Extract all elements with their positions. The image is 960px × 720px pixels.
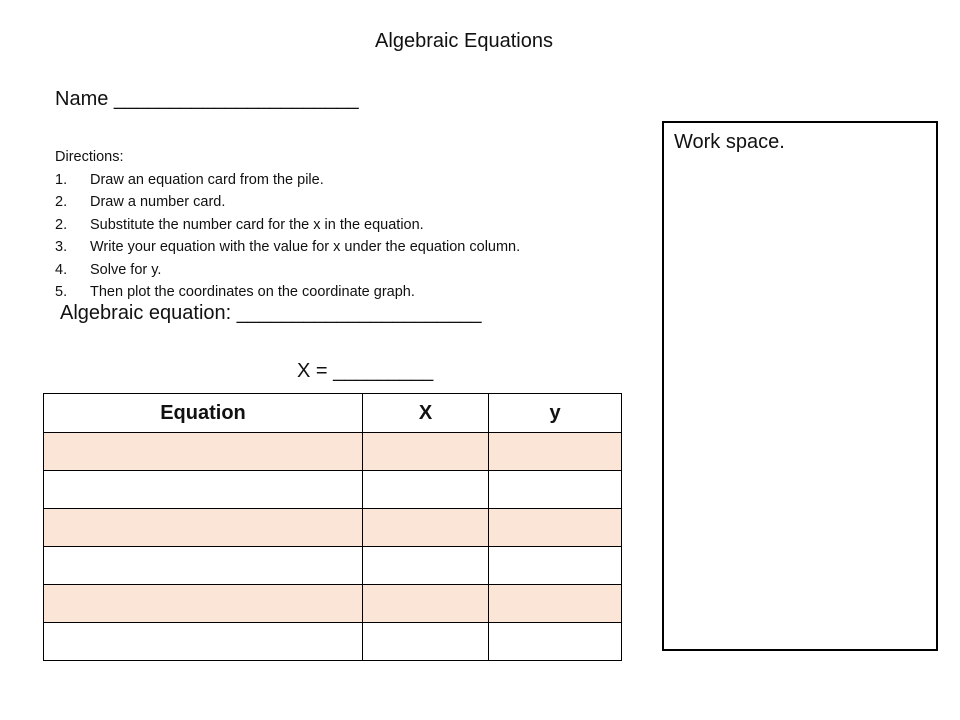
header-x: X: [363, 394, 489, 433]
step-text: Solve for y.: [90, 261, 162, 278]
x-cell[interactable]: [363, 433, 489, 471]
x-cell[interactable]: [363, 623, 489, 661]
step-text: Substitute the number card for the x in the equation.: [90, 216, 424, 233]
step-text: Draw an equation card from the pile.: [90, 171, 324, 188]
y-cell[interactable]: [489, 471, 622, 509]
y-cell[interactable]: [489, 433, 622, 471]
x-value-line: X = _________: [297, 360, 434, 382]
direction-step: [55, 281, 520, 304]
step-text: Then plot the coordinates on the coordinate graph.: [90, 284, 415, 300]
step-text: Draw a number card.: [90, 194, 226, 210]
table-row: [44, 471, 622, 509]
directions: [55, 146, 520, 304]
step-number: 3.: [55, 239, 68, 255]
equation-cell[interactable]: [44, 433, 363, 471]
step-number: 2.: [55, 216, 68, 233]
name-field-line: Name ______________________: [55, 88, 359, 110]
table-row: [44, 433, 622, 471]
x-cell[interactable]: [363, 471, 489, 509]
step-text: Write your equation with the value for x under the equation column.: [90, 239, 521, 255]
header-equation: Equation: [44, 394, 363, 433]
page-title: Algebraic Equations: [375, 30, 553, 52]
y-cell[interactable]: [489, 585, 622, 623]
x-cell[interactable]: [363, 585, 489, 623]
direction-step: [55, 236, 520, 259]
step-number: 4.: [55, 261, 68, 278]
equation-cell[interactable]: [44, 547, 363, 585]
y-cell[interactable]: [489, 623, 622, 661]
step-number: 1.: [55, 171, 68, 188]
equation-cell[interactable]: [44, 509, 363, 547]
header-y: y: [489, 394, 622, 433]
work-space-box[interactable]: [662, 121, 938, 651]
y-cell[interactable]: [489, 509, 622, 547]
equation-cell[interactable]: [44, 623, 363, 661]
y-cell[interactable]: [489, 547, 622, 585]
directions-heading: Directions:: [55, 149, 124, 165]
direction-step: [55, 191, 520, 214]
table-row: [44, 509, 622, 547]
equation-cell[interactable]: [44, 471, 363, 509]
table-row: [44, 623, 622, 661]
equation-cell[interactable]: [44, 585, 363, 623]
algebraic-equation-line: Algebraic equation: ______________________: [60, 302, 482, 324]
direction-step: [55, 214, 520, 237]
step-number: 2.: [55, 194, 68, 210]
equation-table: [43, 393, 622, 661]
table-header-row: [44, 394, 622, 433]
step-number: 5.: [55, 284, 68, 300]
table-row: [44, 547, 622, 585]
x-cell[interactable]: [363, 509, 489, 547]
x-cell[interactable]: [363, 547, 489, 585]
direction-step: [55, 259, 520, 282]
table-row: [44, 585, 622, 623]
direction-step: [55, 169, 520, 192]
work-space-label: Work space.: [674, 131, 785, 153]
